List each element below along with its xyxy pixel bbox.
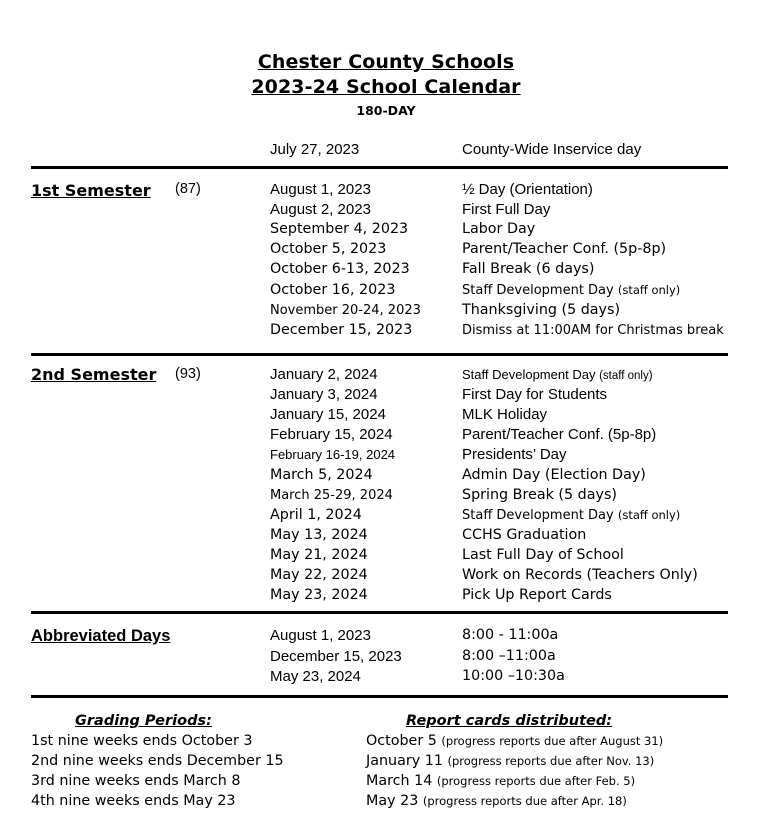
calendar-title: 2023-24 School Calendar bbox=[251, 76, 521, 98]
grading-period-item: 2nd nine weeks ends December 15 bbox=[31, 753, 284, 769]
event-text: Parent/Teacher Conf. (5p-8p) bbox=[462, 241, 667, 258]
progress-report-note: (progress reports due after Nov. 13) bbox=[447, 754, 655, 768]
event-description bbox=[462, 221, 535, 237]
abbreviated-label: Abbreviated Days bbox=[31, 627, 171, 645]
preamble-event: County-Wide Inservice day bbox=[462, 141, 642, 158]
event-text: Parent/Teacher Conf. (5p-8p) bbox=[462, 426, 657, 444]
event-description bbox=[462, 487, 617, 503]
event-text: Staff Development Day bbox=[462, 282, 618, 298]
event-description bbox=[462, 508, 680, 523]
report-card-item bbox=[366, 793, 627, 809]
progress-report-note: (progress reports due after August 31) bbox=[441, 734, 664, 748]
event-date: August 1, 2023 bbox=[270, 181, 371, 198]
event-text: Last Full Day of School bbox=[462, 546, 624, 563]
event-date: May 21, 2024 bbox=[270, 546, 368, 563]
event-text: First Day for Students bbox=[462, 386, 608, 404]
event-date: February 16-19, 2024 bbox=[270, 447, 396, 463]
event-date: January 15, 2024 bbox=[270, 406, 386, 424]
event-description bbox=[462, 547, 624, 563]
event-date: September 4, 2023 bbox=[270, 221, 409, 238]
event-description bbox=[462, 261, 594, 277]
event-date: October 6-13, 2023 bbox=[270, 261, 410, 278]
event-text: MLK Holiday bbox=[462, 406, 548, 424]
event-description bbox=[462, 302, 620, 318]
event-description bbox=[462, 181, 593, 198]
abbreviated-date: August 1, 2023 bbox=[270, 627, 371, 644]
progress-report-note: (progress reports due after Feb. 5) bbox=[436, 774, 636, 788]
event-description bbox=[462, 283, 680, 298]
abbreviated-time: 8:00 - 11:00a bbox=[462, 627, 559, 643]
event-date: March 25-29, 2024 bbox=[270, 487, 393, 503]
report-card-item bbox=[366, 753, 654, 769]
semester1-label: 1st Semester bbox=[31, 181, 151, 200]
semester2-label: 2nd Semester bbox=[31, 365, 157, 384]
report-card-date: March 14 bbox=[366, 773, 433, 789]
event-description bbox=[462, 406, 547, 423]
calendar-subtitle: 180-DAY bbox=[356, 103, 416, 118]
divider bbox=[31, 353, 728, 356]
event-text: CCHS Graduation bbox=[462, 526, 587, 543]
event-text: Labor Day bbox=[462, 221, 536, 238]
progress-report-note: (progress reports due after Apr. 18) bbox=[422, 794, 627, 808]
event-text: Staff Development Day bbox=[462, 367, 600, 382]
preamble-date: July 27, 2023 bbox=[270, 141, 360, 158]
semester1-count: (87) bbox=[175, 181, 201, 197]
report-card-item bbox=[366, 733, 663, 749]
event-date: October 16, 2023 bbox=[270, 281, 396, 298]
event-date: March 5, 2024 bbox=[270, 466, 373, 483]
report-cards-heading: Report cards distributed: bbox=[406, 713, 613, 729]
event-date: January 2, 2024 bbox=[270, 366, 378, 383]
event-description bbox=[462, 386, 607, 403]
semester2-count: (93) bbox=[175, 366, 201, 382]
event-date: May 22, 2024 bbox=[270, 567, 368, 583]
grading-period-item: 4th nine weeks ends May 23 bbox=[31, 793, 236, 809]
event-text: First Full Day bbox=[462, 201, 551, 219]
event-note: (staff only) bbox=[617, 282, 681, 297]
event-date: November 20-24, 2023 bbox=[270, 302, 421, 318]
report-card-item bbox=[366, 773, 635, 789]
event-description bbox=[462, 201, 550, 218]
report-card-date: October 5 bbox=[366, 733, 437, 749]
event-date: December 15, 2023 bbox=[270, 321, 413, 338]
event-text: Presidents’ Day bbox=[462, 446, 567, 464]
event-text: Spring Break (5 days) bbox=[462, 486, 617, 503]
event-text: Staff Development Day bbox=[462, 507, 618, 523]
report-card-date: January 11 bbox=[366, 753, 443, 769]
event-description bbox=[462, 567, 698, 583]
event-text: Fall Break (6 days) bbox=[462, 261, 595, 278]
event-text: Pick Up Report Cards bbox=[462, 587, 612, 604]
event-description bbox=[462, 367, 653, 382]
page-title: Chester County Schools bbox=[257, 51, 515, 73]
event-date: October 5, 2023 bbox=[270, 241, 387, 258]
event-text: Thanksgiving (5 days) bbox=[462, 301, 621, 318]
abbreviated-time: 8:00 –11:00a bbox=[462, 647, 556, 664]
divider bbox=[31, 166, 728, 169]
report-card-date: May 23 bbox=[366, 793, 419, 809]
grading-heading: Grading Periods: bbox=[75, 713, 212, 729]
event-description bbox=[462, 323, 724, 338]
grading-period-item: 1st nine weeks ends October 3 bbox=[31, 733, 253, 749]
event-text: Dismiss at 11:00AM for Christmas break bbox=[462, 322, 724, 338]
event-note: (staff only) bbox=[599, 370, 653, 382]
divider bbox=[31, 611, 728, 614]
event-date: May 13, 2024 bbox=[270, 526, 368, 543]
event-date: February 15, 2024 bbox=[270, 426, 393, 444]
event-text: Work on Records (Teachers Only) bbox=[462, 567, 698, 583]
divider bbox=[31, 695, 728, 698]
event-description bbox=[462, 241, 666, 257]
event-note: (staff only) bbox=[617, 507, 681, 522]
event-text: Admin Day (Election Day) bbox=[462, 466, 646, 483]
event-description bbox=[462, 426, 656, 443]
event-description bbox=[462, 467, 646, 483]
event-date: April 1, 2024 bbox=[270, 506, 362, 523]
abbreviated-time: 10:00 –10:30a bbox=[462, 668, 565, 684]
event-description bbox=[462, 587, 612, 603]
abbreviated-date: May 23, 2024 bbox=[270, 668, 361, 685]
grading-period-item: 3rd nine weeks ends March 8 bbox=[31, 773, 241, 789]
event-date: May 23, 2024 bbox=[270, 587, 368, 604]
event-text: ½ Day (Orientation) bbox=[462, 181, 593, 198]
abbreviated-date: December 15, 2023 bbox=[270, 647, 402, 665]
event-date: August 2, 2023 bbox=[270, 201, 371, 219]
event-description bbox=[462, 446, 567, 463]
event-date: January 3, 2024 bbox=[270, 386, 378, 404]
event-description bbox=[462, 527, 586, 543]
